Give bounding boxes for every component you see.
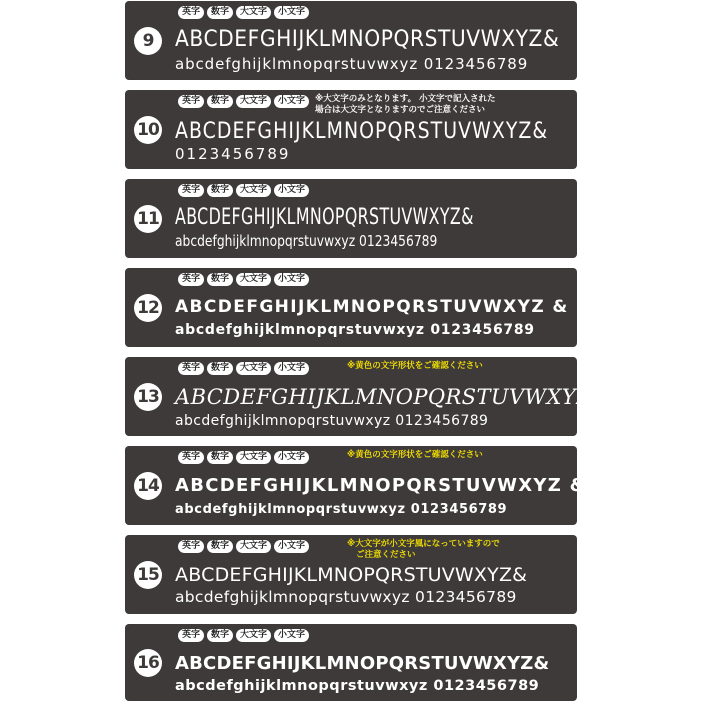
font-number-badge: 14 [134, 472, 162, 500]
font-panel-11 [125, 179, 577, 258]
lowercase-digit-sample: abcdefghijklmnopqrstuvwxyz 0123456789 [175, 413, 489, 429]
caution-note [347, 450, 483, 461]
badge-eiji: 英字 [178, 451, 204, 464]
font-number-badge: 10 [134, 116, 162, 144]
badge-komoji: 小文字 [274, 273, 309, 286]
badge-group [178, 6, 309, 19]
badge-komoji: 小文字 [274, 95, 309, 108]
uppercase-sample: ABCDEFGHIJKLMNOPQRSTUVWXYZ& [175, 564, 528, 586]
lowercase-digit-sample: abcdefghijklmnopqrstuvwxyz 0123456789 [175, 502, 508, 517]
font-number-badge: 13 [134, 383, 162, 411]
lowercase-digit-sample: abcdefghijklmnopqrstuvwxyz 0123456789 [175, 588, 517, 606]
badge-suji: 数字 [207, 184, 233, 197]
badge-suji: 数字 [207, 273, 233, 286]
font-number-badge: 16 [134, 649, 162, 677]
uppercase-sample: ABCDEFGHIJKLMNOPQRSTUVWXYZ & [175, 475, 587, 496]
badge-group [178, 540, 309, 553]
badge-suji: 数字 [207, 629, 233, 642]
badge-komoji: 小文字 [274, 6, 309, 19]
caution-note-line: ※黄色の文字形状をご確認ください [347, 450, 483, 460]
lowercase-digit-sample: abcdefghijklmnopqrstuvwxyz 0123456789 [175, 55, 529, 73]
lowercase-digit-sample: abcdefghijklmnopqrstuvwxyz 0123456789 [175, 232, 438, 250]
badge-eiji: 英字 [178, 6, 204, 19]
caution-note [315, 94, 496, 116]
badge-omoji: 大文字 [236, 629, 271, 642]
caution-note-line: ※大文字のみとなります。 小文字で記入された [315, 94, 496, 104]
uppercase-sample: ABCDEFGHIJKLMNOPQRSTUVWXYZ& [175, 119, 549, 144]
badge-eiji: 英字 [178, 540, 204, 553]
uppercase-sample: ABCDEFGHIJKLMNOPQRSTUVWXYZ& [175, 27, 560, 52]
badge-komoji: 小文字 [274, 629, 309, 642]
badge-omoji: 大文字 [236, 273, 271, 286]
lowercase-digit-sample: abcdefghijklmnopqrstuvwxyz 0123456789 [175, 678, 540, 694]
badge-eiji: 英字 [178, 629, 204, 642]
font-number-badge: 9 [134, 27, 162, 55]
badge-omoji: 大文字 [236, 95, 271, 108]
caution-note [347, 539, 500, 561]
badge-komoji: 小文字 [274, 362, 309, 375]
badge-group [178, 95, 309, 108]
font-panel-16 [125, 624, 577, 701]
badge-komoji: 小文字 [274, 451, 309, 464]
badge-omoji: 大文字 [236, 451, 271, 464]
caution-note-line: ※黄色の文字形状をご確認ください [347, 361, 483, 371]
font-number-badge: 12 [134, 294, 162, 322]
badge-komoji: 小文字 [274, 184, 309, 197]
badge-omoji: 大文字 [236, 540, 271, 553]
badge-eiji: 英字 [178, 273, 204, 286]
badge-eiji: 英字 [178, 184, 204, 197]
badge-omoji: 大文字 [236, 184, 271, 197]
badge-group [178, 184, 309, 197]
badge-suji: 数字 [207, 95, 233, 108]
font-panel-10 [125, 90, 577, 169]
badge-eiji: 英字 [178, 362, 204, 375]
digit-sample: 0123456789 [175, 145, 291, 163]
font-panel-15 [125, 535, 577, 614]
caution-note-line: ご注意ください [356, 550, 416, 560]
caution-note-line: 場合は大文字となりますのでご注意ください [315, 105, 486, 115]
font-panel-12 [125, 268, 577, 347]
font-panel-14 [125, 446, 587, 525]
badge-eiji: 英字 [178, 95, 204, 108]
lowercase-digit-sample: abcdefghijklmnopqrstuvwxyz 0123456789 [175, 322, 535, 338]
font-panel-9 [125, 1, 577, 80]
badge-suji: 数字 [207, 6, 233, 19]
font-panel-13 [125, 357, 618, 436]
font-number-badge: 11 [134, 205, 162, 233]
uppercase-sample: ABCDEFGHIJKLMNOPQRSTUVWXYZ& [175, 205, 474, 230]
badge-group [178, 273, 309, 286]
badge-group [178, 362, 309, 375]
badge-omoji: 大文字 [236, 6, 271, 19]
badge-suji: 数字 [207, 362, 233, 375]
uppercase-sample: ABCDEFGHIJKLMNOPQRSTUVWXYZ& [175, 653, 550, 674]
badge-group [178, 451, 309, 464]
badge-group [178, 629, 309, 642]
caution-note-line: ※大文字が小文字風になっていますので [347, 539, 500, 549]
badge-komoji: 小文字 [274, 540, 309, 553]
uppercase-sample: ABCDEFGHIJKLMNOPQRSTUVWXYZ & [175, 385, 618, 409]
badge-suji: 数字 [207, 540, 233, 553]
badge-omoji: 大文字 [236, 362, 271, 375]
caution-note [347, 361, 483, 372]
font-number-badge: 15 [134, 561, 162, 589]
badge-suji: 数字 [207, 451, 233, 464]
uppercase-sample: ABCDEFGHIJKLMNOPQRSTUVWXYZ & [175, 297, 569, 317]
